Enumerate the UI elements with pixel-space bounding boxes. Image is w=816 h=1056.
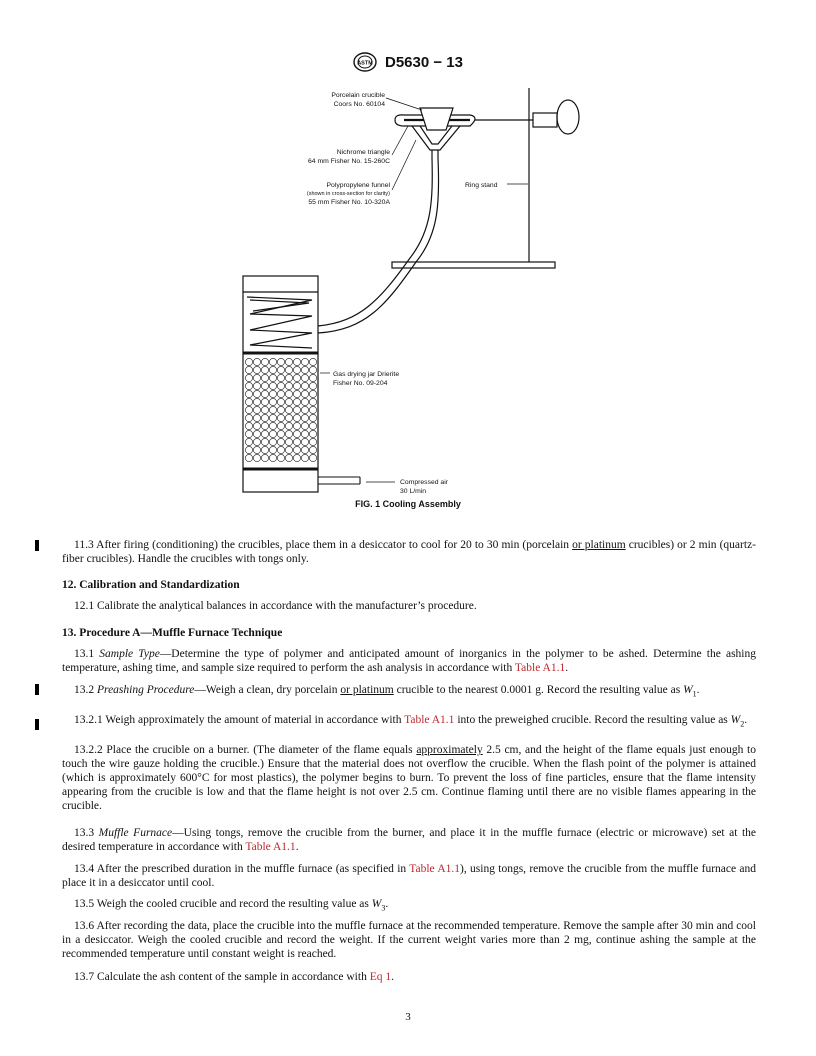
label-ring-stand: Ring stand	[465, 182, 498, 189]
page-header	[0, 52, 816, 72]
revision-underline: or platinum	[572, 539, 626, 551]
change-bar	[35, 719, 39, 730]
section-heading-13: 13. Procedure A—Muffle Furnace Technique	[62, 627, 283, 639]
change-bar	[35, 540, 39, 551]
label-funnel-1: Polypropylene funnel	[326, 182, 390, 189]
label-air-2: 30 L/min	[400, 488, 427, 495]
label-crucible-1: Porcelain crucible	[331, 92, 385, 99]
astm-logo-icon	[353, 52, 377, 72]
paragraph-13-2: 13.2 Preashing Procedure—Weigh a clean, dry porcelain or platinum crucible to the nearest 0.0001 g. Record the resulting value as $W_1$.	[74, 684, 700, 699]
paragraph-13-6: 13.6 After recording the data, place the crucible into the muffle furnace at the recommended temperature. Remove the sample after 30 min and cool in a desiccator. Weigh the cooled crucible and record the weight. If the current weight varies more than 2 mg, continue ashing the sample at the recommended temperature until constant weight is reached.	[62, 920, 756, 960]
paragraph-13-3: 13.3 Muffle Furnace—Using tongs, remove the crucible from the burner, and place it in the muffle furnace (electric or microwave) set at the desired temperature in accordance with Table A1.1.	[62, 827, 756, 853]
label-jar-2: Fisher No. 09-204	[333, 380, 388, 387]
label-triangle-1: Nichrome triangle	[336, 149, 390, 156]
label-crucible-2: Coors No. 60104	[333, 101, 385, 108]
paragraph-13-5: 13.5 Weigh the cooled crucible and record the resulting value as $W_3$.	[74, 898, 389, 913]
table-a1-1-link[interactable]: Table A1.1	[514, 662, 566, 674]
label-jar-1: Gas drying jar Drierite	[333, 371, 400, 378]
label-funnel-2: (shown in cross-section for clarity)	[306, 191, 390, 197]
figure-caption: FIG. 1 Cooling Assembly	[355, 499, 461, 509]
logo-text: ASTM	[357, 60, 373, 67]
revision-underline: approximately	[416, 744, 483, 756]
section-heading-12: 12. Calibration and Standardization	[62, 579, 240, 591]
porcelain-crucible	[420, 108, 453, 130]
page-number: 3	[405, 1011, 411, 1023]
table-a1-1-link[interactable]: Table A1.1	[409, 863, 461, 875]
table-a1-1-link[interactable]: Table A1.1	[245, 841, 296, 853]
label-triangle-2: 64 mm Fisher No. 15-260C	[308, 158, 390, 165]
table-a1-1-link[interactable]: Table A1.1	[404, 714, 455, 726]
label-funnel-3: 55 mm Fisher No. 10-320A	[308, 199, 390, 206]
ring-stand-base	[392, 262, 555, 268]
paragraph-13-1: 13.1 Sample Type—Determine the type of polymer and anticipated amount of inorganics in the polymer to be ashed. Determine the ashing temperature, ashing time, and sample size required to perform the ash analysis in accordance with Table A1.1.	[62, 648, 756, 674]
stand-clamp	[533, 113, 557, 127]
paragraph-13-2-2: 13.2.2 Place the crucible on a burner. (The diameter of the flame equals approximately 2.5 cm, and the height of the flame equals just enough to touch the wire gauze holding the crucible.) Ensure that the material does not overflow the crucible. When the flash point of the polymer is attained (which is approximately 600°C for most plastics), the polymer begins to burn. To prevent the loss of fine particles, ensure that the flame intensity appearing from the crucible is low and that the flame height is not over 2.5 cm. Continue flaming until there are no visible flames appearing in the crucible.	[62, 744, 756, 812]
paragraph-11-3: 11.3 After firing (conditioning) the crucibles, place them in a desiccator to cool for 20 to 30 min (porcelain or platinum crucibles) or 2 min (quartz-fiber crucibles). Handle the crucibles with tongs only.	[62, 539, 756, 565]
paragraph-13-4: 13.4 After the prescribed duration in the muffle furnace (as specified in Table A1.1), using tongs, remove the crucible from the muffle furnace and place it in a desiccator until cool.	[62, 863, 756, 889]
paragraph-13-2-1: 13.2.1 Weigh approximately the amount of material in accordance with Table A1.1 into the preweighed crucible. Record the resulting value as $W_2$.	[74, 714, 748, 729]
clamp-knob	[557, 100, 579, 134]
figure-cooling-assembly	[0, 78, 816, 498]
equation-1-link[interactable]: Eq 1	[369, 971, 392, 983]
paragraph-13-7: 13.7 Calculate the ash content of the sample in accordance with Eq 1.	[74, 971, 394, 983]
label-air-1: Compressed air	[400, 479, 448, 486]
paragraph-12-1: 12.1 Calibrate the analytical balances in accordance with the manufacturer’s procedure.	[74, 600, 477, 612]
revision-underline: or platinum	[340, 684, 394, 696]
change-bar	[35, 684, 39, 695]
document-designation: D5630 − 13	[385, 53, 463, 71]
